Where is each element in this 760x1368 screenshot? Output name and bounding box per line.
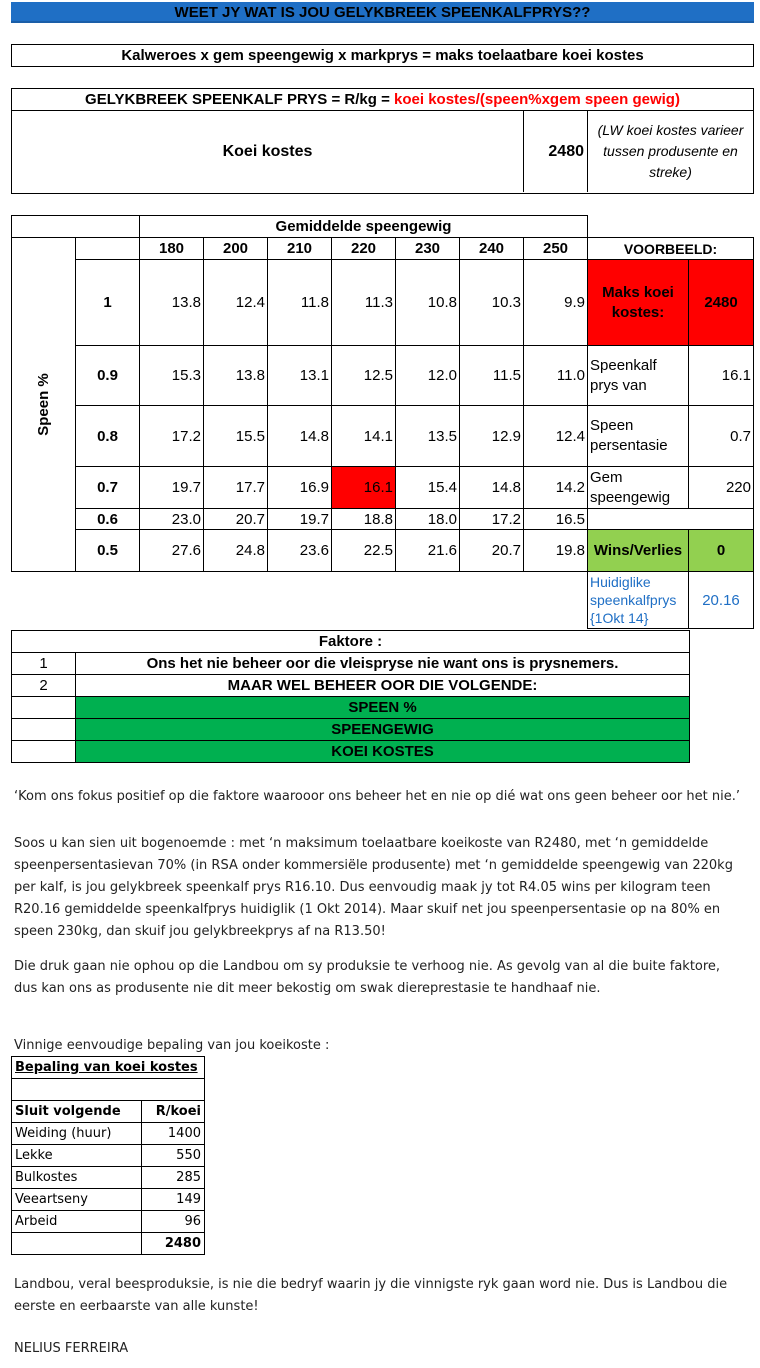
control-factor: SPEENGEWIG bbox=[76, 719, 690, 741]
weight-header: 240 bbox=[460, 238, 524, 260]
grid-cell: 10.3 bbox=[460, 260, 524, 346]
cow-cost-note: (LW koei kostes varieer tussen produsente en streke) bbox=[597, 122, 744, 180]
grid-cell: 15.4 bbox=[396, 467, 460, 509]
grid-cell: 23.0 bbox=[140, 509, 204, 530]
cost-item-name: Lekke bbox=[12, 1145, 142, 1167]
grid-cell: 15.3 bbox=[140, 346, 204, 406]
paragraph-explanation: Soos u kan sien uit bogenoemde : met ‘n maksimum toelaatbare koeikoste van R2480, met ‘n gemiddelde speenpersentasievan 70% (in RSA onder kommersiële produsente) met ‘n gemiddelde speengewig van 220kg per kalf, is jou gelykbreek speenkalf prys R16.10. Dus eenvoudig maak jy tot R4.05 wins per kilogram teen R20.16 gemiddelde speenkalfprys huidiglik (1 Okt 2014). Maar skuif net jou speenpersentasie op na 80% en speen 230kg, dan skuif jou gelykbreekprys af na R13.50! bbox=[14, 836, 733, 939]
weight-header: 230 bbox=[396, 238, 460, 260]
grid-cell: 13.1 bbox=[268, 346, 332, 406]
grid-cell: 14.8 bbox=[268, 406, 332, 467]
grid-cell: 16.9 bbox=[268, 467, 332, 509]
example-winloss-value: 0 bbox=[689, 530, 754, 572]
grid-cell: 24.8 bbox=[204, 530, 268, 572]
grid-cell: 22.5 bbox=[332, 530, 396, 572]
cost-item-name: Arbeid bbox=[12, 1211, 142, 1233]
control-factor: SPEEN % bbox=[76, 697, 690, 719]
example-winloss-label: Wins/Verlies bbox=[588, 530, 689, 572]
cost-total: 2480 bbox=[142, 1233, 205, 1255]
example-max-label: Maks koei kostes: bbox=[588, 260, 689, 346]
grid-cell: 17.7 bbox=[204, 467, 268, 509]
cost-item-value: 96 bbox=[142, 1211, 205, 1233]
cost-item-name: Weiding (huur) bbox=[12, 1123, 142, 1145]
grid-cell: 12.4 bbox=[524, 406, 588, 467]
cost-table-title: Bepaling van koei kostes bbox=[12, 1057, 205, 1079]
grid-cell: 16.5 bbox=[524, 509, 588, 530]
breakeven-label: GELYKBREEK SPEENKALF PRYS = R/kg = bbox=[85, 91, 390, 108]
grid-cell: 14.2 bbox=[524, 467, 588, 509]
grid-cell: 19.8 bbox=[524, 530, 588, 572]
weight-header: 220 bbox=[332, 238, 396, 260]
grid-cell: 19.7 bbox=[268, 509, 332, 530]
pct-label: 0.7 bbox=[76, 467, 140, 509]
grid-cell: 13.5 bbox=[396, 406, 460, 467]
grid-header: Gemiddelde speengewig bbox=[140, 216, 588, 238]
example-price-label: Speenkalf prys van bbox=[588, 346, 689, 406]
control-factor: KOEI KOSTES bbox=[76, 741, 690, 763]
cost-item-value: 149 bbox=[142, 1189, 205, 1211]
example-weight-label: Gem speengewig bbox=[588, 467, 689, 509]
cost-col-value: R/koei bbox=[142, 1101, 205, 1123]
grid-cell: 21.6 bbox=[396, 530, 460, 572]
paragraph-pressure: Die druk gaan nie ophou op die Landbou om sy produksie te verhoog nie. As gevolg van al die buite faktore, dus kan ons as produsente nie dit meer bekostig om swak diereprestasie te handhaaf nie. bbox=[14, 959, 721, 996]
factor-number: 1 bbox=[12, 653, 76, 675]
grid-cell: 20.7 bbox=[204, 509, 268, 530]
pct-label: 0.6 bbox=[76, 509, 140, 530]
grid-row-header-cell bbox=[12, 238, 76, 572]
grid-cell: 12.4 bbox=[204, 260, 268, 346]
grid-cell: 15.5 bbox=[204, 406, 268, 467]
weight-header: 210 bbox=[268, 238, 332, 260]
grid-cell: 17.2 bbox=[460, 509, 524, 530]
weight-header: 250 bbox=[524, 238, 588, 260]
example-pct-label: Speen persentasie bbox=[588, 406, 689, 467]
cost-item-value: 1400 bbox=[142, 1123, 205, 1145]
factor-text: MAAR WEL BEHEER OOR DIE VOLGENDE: bbox=[76, 675, 690, 697]
grid-cell: 18.0 bbox=[396, 509, 460, 530]
grid-cell: 19.7 bbox=[140, 467, 204, 509]
grid-cell: 11.0 bbox=[524, 346, 588, 406]
grid-cell: 23.6 bbox=[268, 530, 332, 572]
cost-item-name: Bulkostes bbox=[12, 1167, 142, 1189]
grid-cell: 13.8 bbox=[204, 346, 268, 406]
grid-cell: 13.8 bbox=[140, 260, 204, 346]
example-current-value: 20.16 bbox=[689, 572, 754, 629]
grid-cell: 12.0 bbox=[396, 346, 460, 406]
example-title: VOORBEELD: bbox=[588, 238, 754, 260]
example-price-value: 16.1 bbox=[689, 346, 754, 406]
grid-cell: 18.8 bbox=[332, 509, 396, 530]
factors-title: Faktore : bbox=[12, 631, 690, 653]
formula-box: Kalweroes x gem speengewig x markprys = maks toelaatbare koei kostes bbox=[11, 44, 754, 67]
cost-table bbox=[11, 1056, 205, 1255]
pct-label: 0.8 bbox=[76, 406, 140, 467]
grid-cell: 9.9 bbox=[524, 260, 588, 346]
grid-cell: 17.2 bbox=[140, 406, 204, 467]
cost-table-spacer bbox=[12, 1079, 205, 1101]
weight-header: 180 bbox=[140, 238, 204, 260]
grid-row-header: Speen % bbox=[35, 373, 52, 436]
cost-item-value: 550 bbox=[142, 1145, 205, 1167]
grid-cell: 20.7 bbox=[460, 530, 524, 572]
breakeven-header bbox=[11, 88, 754, 111]
pct-label: 0.5 bbox=[76, 530, 140, 572]
grid-cell: 10.8 bbox=[396, 260, 460, 346]
factor-number: 2 bbox=[12, 675, 76, 697]
cow-cost-value: 2480 bbox=[524, 111, 588, 192]
weight-header: 200 bbox=[204, 238, 268, 260]
cow-cost-label: Koei kostes bbox=[12, 111, 524, 192]
grid-cell: 12.5 bbox=[332, 346, 396, 406]
example-weight-value: 220 bbox=[689, 467, 754, 509]
pct-label: 0.9 bbox=[76, 346, 140, 406]
page-banner: WEET JY WAT IS JOU GELYKBREEK SPEENKALFPRYS?? bbox=[11, 2, 754, 23]
factor-text: Ons het nie beheer oor die vleispryse nie want ons is prysnemers. bbox=[76, 653, 690, 675]
grid-cell: 14.8 bbox=[460, 467, 524, 509]
paragraph-intro-costs: Vinnige eenvoudige bepaling van jou koeikoste : bbox=[14, 1038, 330, 1053]
paragraph-quote: ‘Kom ons fokus positief op die faktore waarooor ons beheer het en nie op dié wat ons geen beheer oor het nie.’ bbox=[14, 789, 740, 804]
author: NELIUS FERREIRA bbox=[14, 1341, 129, 1356]
factors-table bbox=[11, 630, 690, 763]
example-current-label: Huidiglike speenkalfprys {1Okt 14} bbox=[588, 572, 689, 629]
grid-cell-highlight: 16.1 bbox=[332, 467, 396, 509]
grid-cell: 11.3 bbox=[332, 260, 396, 346]
example-max-value: 2480 bbox=[689, 260, 754, 346]
pct-label: 1 bbox=[76, 260, 140, 346]
grid-cell: 12.9 bbox=[460, 406, 524, 467]
breakeven-formula: koei kostes/(speen%xgem speen gewig) bbox=[394, 91, 680, 108]
cost-item-name: Veeartseny bbox=[12, 1189, 142, 1211]
paragraph-closing: Landbou, veral beesproduksie, is nie die bedryf waarin jy die vinnigste ryk gaan word nie. Dus is Landbou die eerste en eerbaarste van alle kunste! bbox=[14, 1277, 728, 1314]
cow-cost-row bbox=[11, 110, 754, 194]
cost-item-value: 285 bbox=[142, 1167, 205, 1189]
grid-cell: 11.5 bbox=[460, 346, 524, 406]
grid-cell: 27.6 bbox=[140, 530, 204, 572]
grid-cell: 14.1 bbox=[332, 406, 396, 467]
grid-cell: 11.8 bbox=[268, 260, 332, 346]
breakeven-grid bbox=[11, 215, 754, 629]
cost-col-item: Sluit volgende bbox=[12, 1101, 142, 1123]
example-pct-value: 0.7 bbox=[689, 406, 754, 467]
